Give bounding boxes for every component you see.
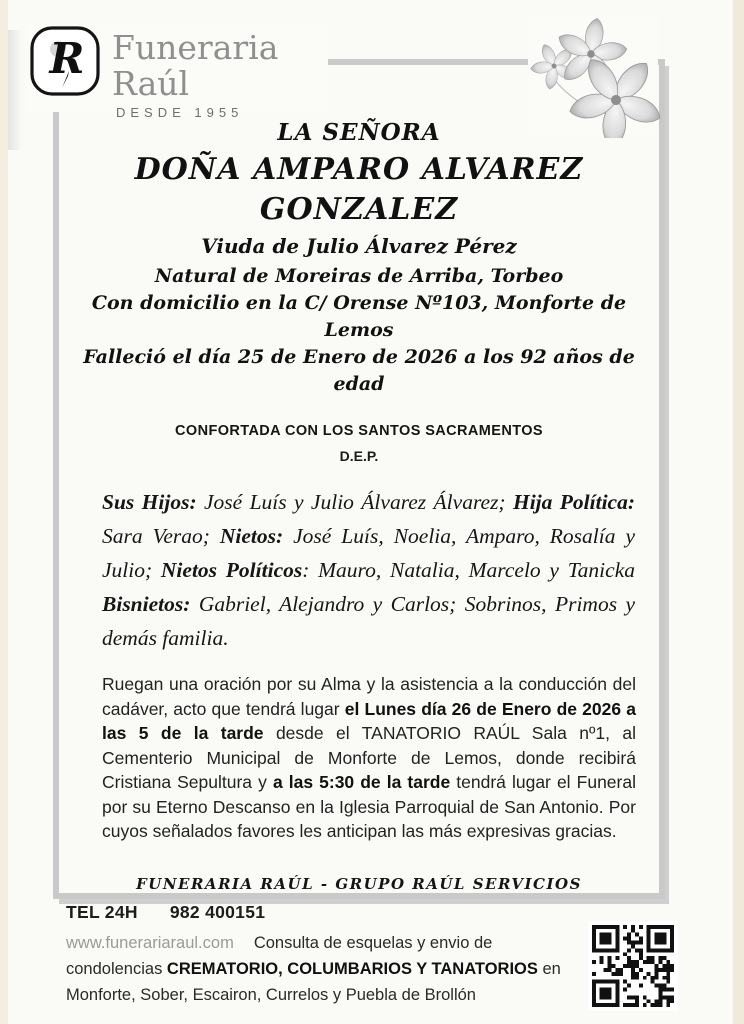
relation-line: Viuda de Julio Álvarez Pérez [201,234,517,258]
website-line [66,930,586,956]
qr-code [588,921,678,1011]
services-line: condolencias CREMATORIO, COLUMBARIOS Y TANATORIOS en [66,960,561,978]
scan-edge-right [733,0,744,1024]
funeraria-raul-logo-icon [28,24,102,98]
death-date-line: Falleció el día 25 de Enero de 2026 a los 92 años de edad [83,346,635,395]
address-line: Con domicilio en la C/ Orense Nº103, Monforte de Lemos [91,292,627,341]
deceased-name: DOÑA AMPARO ALVAREZ GONZALEZ [134,152,584,227]
brand-header [28,24,328,120]
tel-number: 982 400151 [169,902,266,922]
brand-name: Funeraria Raúl [112,28,279,103]
origin-line: Natural de Moreiras de Arriba, Torbeo [154,265,564,287]
scan-edge-left [0,0,8,1024]
scan-artifact [8,30,22,150]
consulta-text: Consulta de esquelas y envio de [253,934,493,952]
locations-line: Monforte, Sober, Escairon, Currelos y Puebla de Brollón [66,986,476,1004]
funeraria-footer-line: FUNERARIA RAÚL - GRUPO RAÚL SERVICIOS [136,874,582,893]
family-paragraph: Sus Hijos: José Luís y Julio Álvarez Álvarez; Hija Política: Sara Verao; Nietos: José Luís, Noelia, Amparo, Rosalía y Julio; Nietos Políticos: Mauro, Natalia, Marcelo y Tanicka Bisnietos: Gabriel, Alejandro y Carlos; Sobrinos, Primos y demás familia. [102,490,635,650]
flower-decoration-icon [528,14,666,138]
sacraments-line: CONFORTADA CON LOS SANTOS SACRAMENTOS [175,423,543,439]
honorific-line: LA SEÑORA [277,119,441,146]
brand-since: DESDE 1955 [116,105,244,120]
rip-line: D.E.P. [339,448,379,464]
website-url: www.funerariaraul.com [66,934,234,952]
notice-frame [53,59,665,899]
announcement-paragraph: Ruegan una oración por su Alma y la asistencia a la conducción del cadáver, acto que tendrá lugar el Lunes día 26 de Enero de 2026 a las 5 de la tarde desde el TANATORIO RAÚL Sala nº1, al Cementerio Municipal de Monforte de Lemos, donde recibirá Cristiana Sepultura y a las 5:30 de la tarde tendrá lugar el Funeral por su Eterno Descanso en la Iglesia Parroquial de San Antonio. Por cuyos señalados favores les anticipan las más expresivas gracias. [102,674,636,841]
svg-text:R: R [49,34,85,83]
phone-line [66,902,586,923]
brand-text [112,24,328,120]
tel-label: TEL 24H [66,902,138,922]
contact-block [66,902,586,1008]
